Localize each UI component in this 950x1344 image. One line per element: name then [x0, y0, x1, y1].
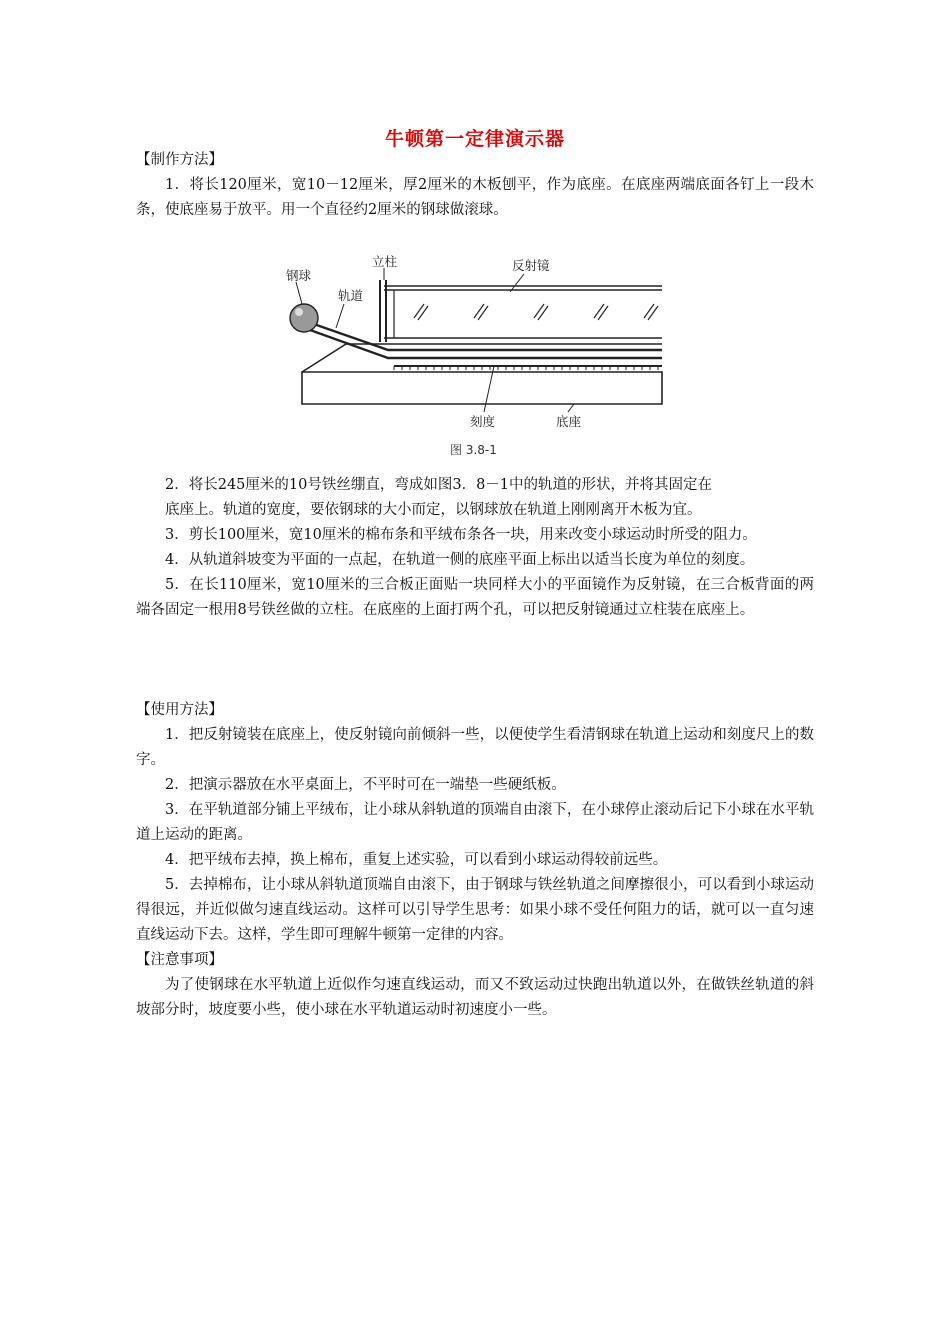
use-paragraph-4: 4．把平绒布去掉，换上棉布，重复上述实验，可以看到小球运动得较前远些。 [165, 852, 668, 868]
figure-3-8-1 [284, 252, 664, 462]
make-paragraph-2-line2: 底座上。轨道的宽度，要依钢球的大小而定，以钢球放在轨道上刚刚离开木板为宜。 [165, 502, 702, 518]
document-title: 牛顿第一定律演示器 [384, 128, 565, 150]
label-ball: 钢球 [286, 268, 312, 283]
section-make-part1 [136, 173, 814, 223]
apparatus-diagram [284, 252, 664, 462]
section-make-part2 [136, 473, 814, 623]
figure-caption: 图 3.8-1 [450, 443, 497, 457]
make-paragraph-1: 1．将长120厘米，宽10－12厘米，厚2厘米的木板刨平，作为底座。在底座两端底面各钉上一段木条，使底座易于放平。用一个直径约2厘米的钢球做滚球。 [136, 177, 814, 218]
make-paragraph-4: 4．从轨道斜坡变为平面的一点起，在轨道一侧的底座平面上标出以适当长度为单位的刻度。 [165, 552, 755, 568]
use-paragraph-5: 5．去掉棉布，让小球从斜轨道顶端自由滚下，由于钢球与铁丝轨道之间摩擦很小，可以看到小球运动得很远，并近似做匀速直线运动。这样可以引导学生思考：如果小球不受任何阻力的话，就可以一直匀速直线运动下去。这样，学生即可理解牛顿第一定律的内容。 [136, 877, 814, 943]
use-paragraph-3: 3．在平轨道部分铺上平绒布，让小球从斜轨道的顶端自由滚下，在小球停止滚动后记下小球在水平轨道上运动的距离。 [136, 802, 814, 843]
section-notes [136, 973, 814, 1023]
notes-paragraph-1: 为了使钢球在水平轨道上近似作匀速直线运动，而又不致运动过快跑出轨道以外，在做铁丝轨道的斜坡部分时，坡度要小些，使小球在水平轨道运动时初速度小一些。 [136, 977, 814, 1018]
steel-ball-shape [290, 304, 318, 332]
make-paragraph-3: 3．剪长100厘米，宽10厘米的棉布条和平绒布条各一块，用来改变小球运动时所受的阻力。 [165, 527, 757, 543]
section-heading-use: 【使用方法】 [136, 702, 223, 718]
label-base: 底座 [556, 414, 582, 429]
section-heading-make: 【制作方法】 [136, 152, 223, 168]
label-mirror: 反射镜 [512, 258, 550, 273]
label-scale: 刻度 [470, 414, 496, 429]
use-paragraph-1: 1．把反射镜装在底座上，使反射镜向前倾斜一些，以便使学生看清钢球在轨道上运动和刻度尺上的数字。 [136, 727, 814, 768]
section-heading-notes: 【注意事项】 [136, 952, 223, 968]
section-use [136, 723, 814, 948]
make-paragraph-5: 5．在长110厘米，宽10厘米的三合板正面贴一块同样大小的平面镜作为反射镜，在三合板背面的两端各固定一根用8号铁丝做的立柱。在底座的上面打两个孔，可以把反射镜通过立柱装在底座上。 [136, 577, 814, 618]
make-paragraph-2-line1: 2．将长245厘米的10号铁丝绷直，弯成如图3．8－1中的轨道的形状，并将其固定在 [165, 477, 713, 493]
use-paragraph-2: 2．把演示器放在水平桌面上，不平时可在一端垫一些硬纸板。 [165, 777, 566, 793]
label-track: 轨道 [338, 288, 364, 303]
label-post: 立柱 [372, 254, 398, 269]
